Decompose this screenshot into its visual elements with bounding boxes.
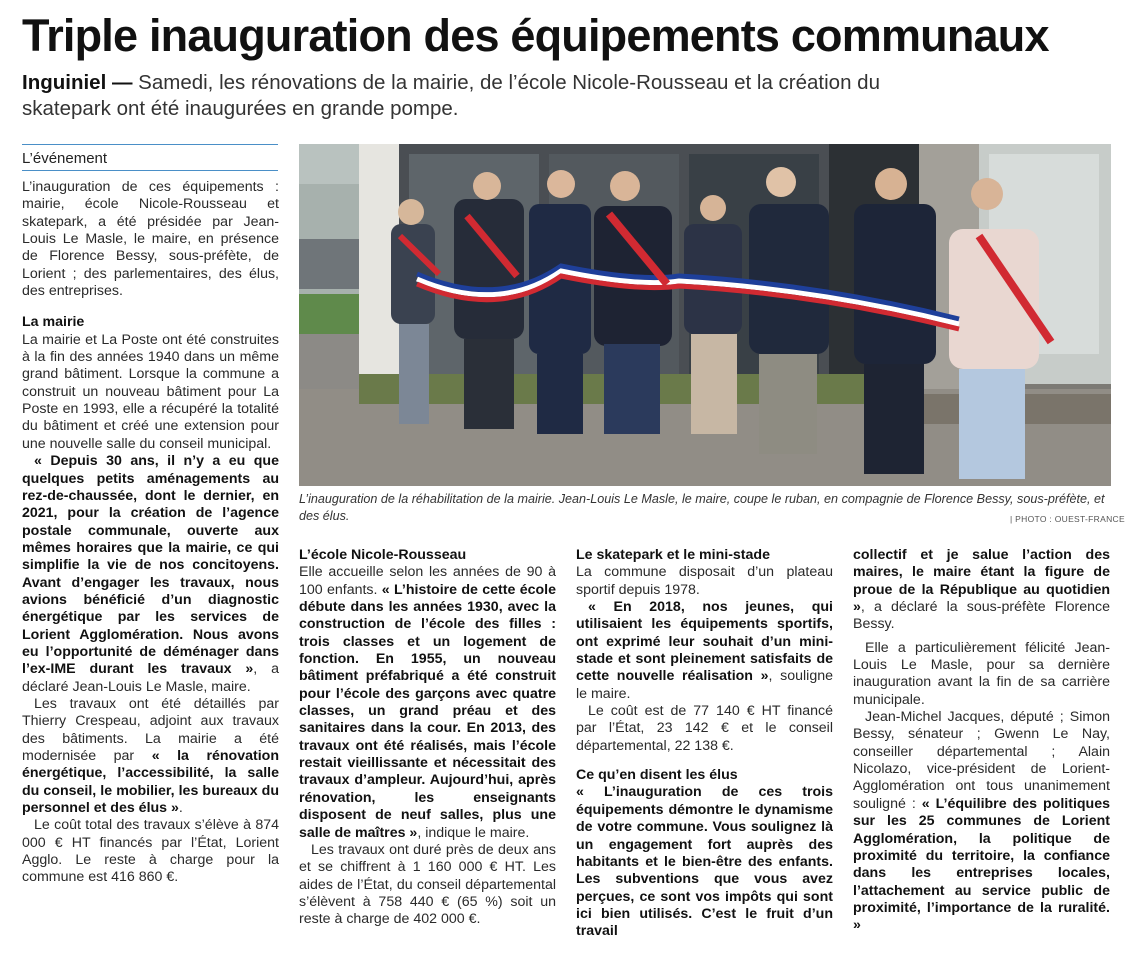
- travaux-end: .: [178, 800, 183, 817]
- parlementaires-paragraph: [853, 709, 1110, 934]
- column-2: [299, 547, 556, 929]
- article-headline: Triple inauguration des équipements communaux: [22, 10, 1049, 61]
- ecole-attribution: , indique le maire.: [417, 824, 530, 841]
- photo-caption: L’inauguration de la réhabilitation de la mairie. Jean-Louis Le Masle, le maire, coupe le ruban, en compagnie de Florence Bessy, sous-préfète, et des élus.: [299, 492, 1105, 523]
- mairie-quote-attribution: , a déclaré Jean-Louis Le Masle, maire.: [22, 661, 279, 695]
- section-rubric: L’événement: [22, 144, 278, 171]
- section-title-ecole: L’école Nicole-Rousseau: [299, 547, 467, 563]
- lead-text: Samedi, les rénovations de la mairie, de l’école Nicole-Rousseau et la création du skatepark ont été inaugurées en grande pompe.: [22, 71, 880, 120]
- travaux-text: Les travaux ont été détaillés par Thierry Crespeau, adjoint aux travaux des bâtiments. La mairie a été modernisée par: [22, 695, 279, 764]
- ecole-paragraph: [299, 564, 556, 842]
- ecole-cost-paragraph: Les travaux ont duré près de deux ans et se chiffrent à 1 160 000 € HT. Les aides de l’État, du conseil départemental s’élèvent à 758 440 € (65 %) soit un reste à charge de 402 000 €.: [299, 841, 556, 928]
- cost-paragraph: Le coût total des travaux s’élève à 874 000 € HT financés par l’État, Lorient Agglo. Le reste à charge pour la commune est 416 860 €.: [22, 817, 279, 886]
- section-title-elus: Ce qu’en disent les élus: [576, 767, 738, 784]
- photo-credit: | PHOTO : OUEST-FRANCE: [1010, 514, 1125, 524]
- parlementaires-quote: « L’équilibre des politiques sur les 25 communes de Lorient Agglomération, la politique de proximité du territoire, la confiance dans les entreprises locales, l’attachement au service public de proximité, l’importance de la ruralité. »: [853, 795, 1110, 934]
- prefete-quote-paragraph: [853, 547, 1110, 634]
- skatepark-intro: La commune disposait d’un plateau sportif depuis 1978.: [576, 564, 833, 598]
- parlementaires-text: Jean-Michel Jacques, député ; Simon Bessy, sénateur ; Gwenn Le Nay, conseiller départemental ; Alain Nicolazo, vice-président de Lorient-Agglomération ont tous unanimement souligné :: [853, 709, 1110, 812]
- skatepark-cost: Le coût est de 77 140 € HT financé par l’État, 23 142 € et le conseil départemental, 22 138 €.: [576, 703, 833, 754]
- elus-quote-text: « L’inauguration de ces trois équipements démontre le dynamisme de votre commune. Vous soulignez là un engagement fort auprès des habitants et le bien-être des enfants. Les subventions que vous avez perçues, ce sont vos impôts qui sont ici bien utilisés. C’est le fruit d’un travail: [576, 784, 833, 940]
- prefete-attribution: , a déclaré la sous-préfète Florence Bessy.: [853, 599, 1110, 633]
- mairie-paragraph: La mairie et La Poste ont été construites à la fin des années 1940 dans un même grand bâtiment. Lorsque la commune a construit un nouveau bâtiment pour La Poste en 1993, elle a récupéré la totalité du bâtiment et créé une extension pour une nouvelle salle du conseil municipal.: [22, 331, 279, 452]
- section-title-mairie: La mairie: [22, 314, 85, 331]
- column-4: [853, 547, 1110, 935]
- prefete-quote: collectif et je salue l’action des maires, le maire étant la figure de proue de la République au quotidien »: [853, 547, 1110, 616]
- travaux-paragraph: [22, 696, 279, 817]
- mairie-quote: [22, 453, 279, 696]
- article-photo: [299, 144, 1111, 486]
- elus-quote: [576, 784, 833, 940]
- ecole-quote: « L’histoire de cette école débute dans les années 1930, avec la construction de l’école des filles : trois classes et un logement de fonction. En 1955, un nouveau bâtiment préfabriqué a été construit pour l’école des garçons avec quatre classes, un grand préau et des sanitaires dans la cour. En 2013, des travaux ont été réalisés, mais l’école restait vieillissante et nécessitait des travaux d’ampleur. Aujourd’hui, après rénovation, les enseignants disposent de neuf salles, plus une salle de maîtres »: [299, 581, 556, 841]
- mairie-quote-text: « Depuis 30 ans, il n’y a eu que quelques petits aménagements au rez-de-chaussée, dont le dernier, en 2021, pour la création de l’agence postale communale, ouverte aux mêmes horaires que la mairie, ce qui simplifie la vie de nos concitoyens. Avant d’engager les travaux, nous avions bénéficié d’un diagnostic énergétique par les services de Lorient Agglomération. Nous avons eu l’opportunité de déménager dans l’ex-IME durant les travaux »: [22, 453, 279, 678]
- article-lead: [22, 70, 922, 122]
- section-title-skatepark: Le skatepark et le mini-stade: [576, 547, 770, 563]
- travaux-quote: « la rénovation énergétique, l’accessibilité, la salle du conseil, le mobilier, les bureaux du personnel et des élus »: [22, 748, 279, 817]
- felicitations-paragraph: Elle a particulièrement félicité Jean-Louis Le Masle, pour sa dernière inauguration avant la fin de sa carrière municipale.: [853, 639, 1110, 708]
- column-3: [576, 547, 833, 941]
- intro-paragraph: L’inauguration de ces équipements : mairie, école Nicole-Rousseau et skatepark, a été présidée par Jean-Louis Le Masle, le maire, en présence de Florence Bessy, sous-préfète, de Lorient ; des parlementaires, des élus, des entreprises.: [22, 179, 279, 300]
- ecole-text: Elle accueille selon les années de 90 à 100 enfants.: [299, 564, 556, 598]
- skatepark-quote: « En 2018, nos jeunes, qui utilisaient les équipements sportifs, ont exprimé leur souhait d’un mini-stade et sont pleinement satisfaits de cette nouvelle réalisation »: [576, 599, 833, 685]
- skatepark-quote-paragraph: [576, 599, 833, 703]
- skatepark-attribution: , souligne le maire.: [576, 668, 834, 702]
- column-1: [22, 179, 279, 887]
- ribbon-cutting-photo: [299, 144, 1111, 486]
- lead-place: Inguiniel —: [22, 71, 133, 94]
